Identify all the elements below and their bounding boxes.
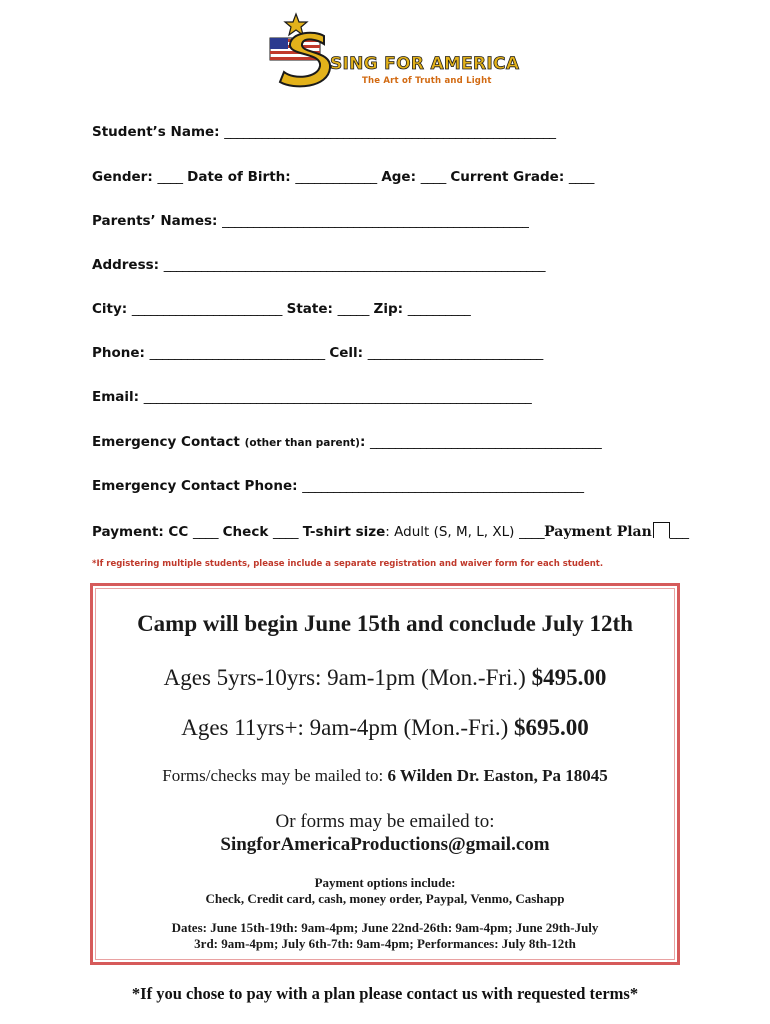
emergency-contact-colon: : [359,434,366,450]
payment-plan-field[interactable]: ___ [669,524,689,540]
dates-line-2: 3rd: 9am-4pm; July 6th-7th: 9am-4pm; Performances: July 8th-12th [194,936,576,951]
tshirt-options: : Adult (S, M, L, XL) [385,524,515,540]
age-label: Age: [381,169,416,185]
payment-check-field[interactable]: ____ [273,524,298,540]
logo-brand-text: SING FOR AMERICA [330,54,520,74]
ages-5-10-line [93,665,677,691]
zip-label: Zip: [373,301,404,317]
email-line [92,389,531,405]
ages-5-10-text: Ages 5yrs-10yrs: 9am-1pm (Mon.-Fri.) [163,665,532,690]
gender-dob-line [92,169,594,185]
age-field[interactable]: ____ [420,169,446,185]
tshirt-label: T-shirt size [302,524,386,540]
address-line [92,257,545,273]
state-label: State: [286,301,333,317]
ages-11-plus-text: Ages 11yrs+: 9am-4pm (Mon.-Fri.) [181,715,515,740]
gender-label: Gender: [92,169,153,185]
parents-line [92,213,528,229]
logo-tagline: The Art of Truth and Light [362,76,492,86]
dob-label: Date of Birth: [187,169,291,185]
parents-field[interactable]: _________________________________________________ [222,213,529,229]
student-name-label: Student’s Name: [92,124,220,140]
student-name-line [92,124,556,140]
email-intro: Or forms may be emailed to: [275,811,495,832]
ages-11-plus-price: $695.00 [514,715,589,740]
phone-cell-line [92,345,543,361]
mail-address: 6 Wilden Dr. Easton, Pa 18045 [387,766,608,785]
address-label: Address: [92,257,160,273]
phone-label: Phone: [92,345,145,361]
emergency-phone-line [92,478,583,494]
student-name-field[interactable]: _____________________________________________________ [224,124,556,140]
city-label: City: [92,301,128,317]
emergency-contact-label: Emergency Contact [92,434,240,450]
payment-plan-footer-note: *If you chose to pay with a plan please contact us with requested terms* [131,984,639,1003]
cell-field[interactable]: ____________________________ [367,345,543,361]
emergency-phone-field[interactable]: _____________________________________________ [302,478,584,494]
camp-dates-title: Camp will begin June 15th and conclude July 12th [137,611,633,636]
emergency-contact-line [92,434,601,450]
grade-field[interactable]: ____ [568,169,594,185]
address-field[interactable]: _____________________________________________________________ [163,257,546,273]
email-address[interactable]: SingforAmericaProductions@gmail.com [220,834,550,855]
payment-cc-label: Payment: CC [92,524,189,540]
email-label: Email: [92,389,140,405]
zip-field[interactable]: __________ [407,301,471,317]
mail-line [93,766,677,786]
emergency-phone-label: Emergency Contact Phone: [92,478,298,494]
emergency-contact-note: (other than parent) [244,437,360,449]
logo [266,12,526,92]
payment-plan-checkbox[interactable] [653,522,670,538]
flag-s-emblem-icon [266,12,346,92]
mail-text: Forms/checks may be mailed to: [162,766,388,785]
dates-line-1: Dates: June 15th-19th: 9am-4pm; June 22nd-26th: 9am-4pm; June 29th-July [171,920,599,935]
email-field[interactable]: ______________________________________________________________ [143,389,532,405]
camp-info-box [90,583,680,965]
city-field[interactable]: ________________________ [131,301,282,317]
multiple-students-note: *If registering multiple students, please include a separate registration and waiver form for each student. [92,559,604,569]
payment-line [92,522,689,540]
ages-11-plus-line [93,715,677,741]
payment-check-label: Check [222,524,269,540]
emergency-contact-field[interactable]: _____________________________________ [370,434,602,450]
phone-field[interactable]: ____________________________ [149,345,325,361]
state-field[interactable]: _____ [337,301,369,317]
payment-cc-field[interactable]: ____ [192,524,218,540]
cell-label: Cell: [329,345,364,361]
payment-options-heading: Payment options include: [314,875,456,890]
gender-field[interactable]: ____ [157,169,183,185]
parents-label: Parents’ Names: [92,213,218,229]
grade-label: Current Grade: [450,169,565,185]
city-state-zip-line [92,301,470,317]
payment-options-list: Check, Credit card, cash, money order, Paypal, Venmo, Cashapp [205,891,565,906]
payment-plan-label: Payment Plan [544,524,652,540]
tshirt-field[interactable]: ____ [519,524,545,540]
dob-field[interactable]: _____________ [295,169,377,185]
ages-5-10-price: $495.00 [531,665,607,690]
